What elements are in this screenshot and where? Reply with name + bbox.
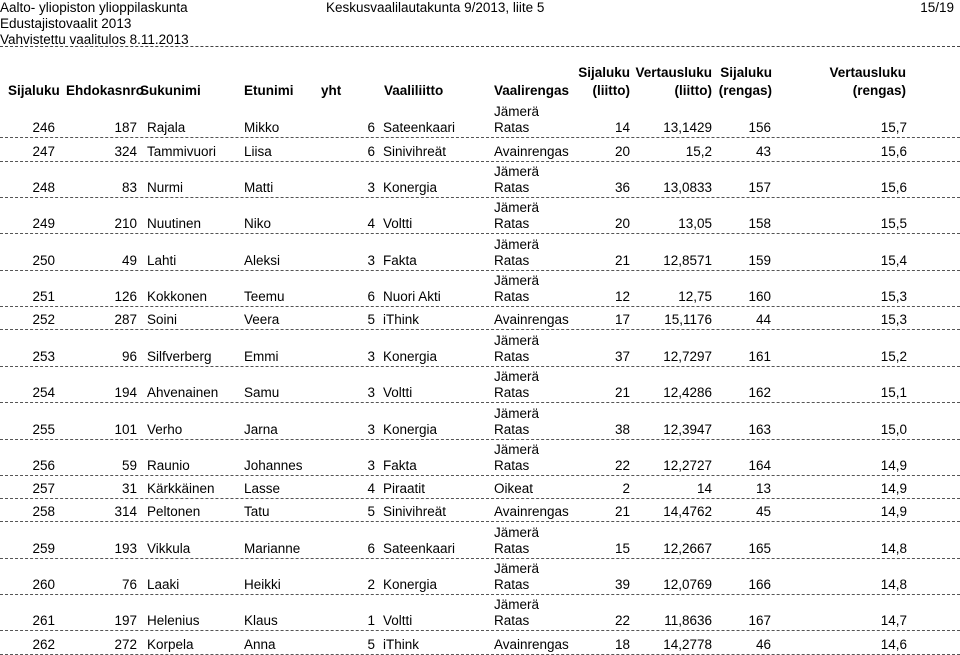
cell-sijaluku-liitto: 21: [614, 504, 630, 520]
cell-vaalirengas: Ratas: [494, 540, 530, 556]
cell-etunimi: Emmi: [244, 348, 279, 364]
cell-vaaliliitto: Nuori Akti: [383, 289, 441, 305]
cell-ehdokasnro: 83: [121, 179, 137, 195]
cell-vaaliliitto: iThink: [383, 312, 420, 328]
cell-sijaluku-liitto: 36: [614, 179, 630, 195]
cell-ehdokasnro: 126: [114, 289, 137, 305]
cell-etunimi: Anna: [244, 636, 276, 652]
cell-sukunimi: Kärkkäinen: [147, 481, 215, 497]
cell-etunimi: Niko: [244, 216, 272, 232]
cell-ehdokasnro: 59: [121, 457, 137, 473]
cell-ehdokasnro: 96: [121, 348, 137, 364]
cell-etunimi: Marianne: [244, 540, 301, 556]
cell-vertausluku-liitto: 12,2727: [663, 457, 712, 473]
row-divider: [0, 654, 960, 655]
cell-yht: 3: [367, 179, 375, 195]
cell-vaaliliitto: Sateenkaari: [383, 540, 456, 556]
col-sijaluku-liitto: [578, 64, 630, 100]
cell-vertausluku-liitto: 12,0769: [663, 577, 712, 593]
col-vertausluku-rengas: [829, 64, 906, 100]
cell-sijaluku-liitto: 18: [614, 636, 630, 652]
cell-vaalirengas-line1: Jämerä: [494, 597, 540, 613]
cell-sijaluku-rengas: 165: [748, 540, 771, 556]
cell-vaalirengas: Ratas: [494, 457, 530, 473]
cell-sijaluku: 250: [32, 252, 55, 268]
cell-vaalirengas-line1: Jämerä: [494, 236, 540, 252]
col-sijaluku-rengas: [719, 64, 772, 100]
cell-sijaluku: 247: [32, 143, 55, 159]
col-vertausluku-rengas-line2: (rengas): [852, 83, 906, 98]
cell-vaalirengas: Avainrengas: [494, 312, 569, 328]
col-ehdokasnro: Ehdokasnro: [66, 83, 145, 98]
cell-sijaluku: 258: [32, 504, 55, 520]
cell-sijaluku-rengas: 43: [755, 143, 771, 159]
cell-etunimi: Liisa: [244, 143, 272, 159]
cell-sijaluku-rengas: 13: [755, 481, 771, 497]
cell-ehdokasnro: 272: [114, 636, 137, 652]
cell-vaaliliitto: Sateenkaari: [383, 120, 456, 136]
cell-ehdokasnro: 49: [121, 252, 137, 268]
cell-sijaluku: 252: [32, 312, 55, 328]
cell-sukunimi: Soini: [147, 312, 178, 328]
cell-sijaluku: 248: [32, 179, 55, 195]
cell-sukunimi: Helenius: [147, 613, 200, 629]
cell-sijaluku-rengas: 164: [748, 457, 771, 473]
cell-vaaliliitto: Voltti: [383, 613, 413, 629]
cell-vaalirengas: Ratas: [494, 179, 530, 195]
cell-vertausluku-rengas: 15,3: [880, 312, 907, 328]
table-row: [0, 522, 960, 558]
cell-sukunimi: Vikkula: [147, 540, 191, 556]
cell-sukunimi: Ahvenainen: [147, 385, 219, 401]
cell-vaaliliitto: Sinivihreät: [383, 143, 447, 159]
cell-sukunimi: Raunio: [147, 457, 190, 473]
page-number: 15/19: [920, 0, 954, 15]
cell-sijaluku-liitto: 39: [614, 577, 630, 593]
cell-vertausluku-rengas: 15,1: [880, 385, 907, 401]
cell-etunimi: Jarna: [244, 421, 278, 437]
cell-vaalirengas-line1: Jämerä: [494, 332, 540, 348]
cell-sukunimi: Lahti: [147, 252, 177, 268]
cell-vaaliliitto: Voltti: [383, 216, 413, 232]
cell-ehdokasnro: 193: [114, 540, 137, 556]
cell-vaalirengas-line1: Jämerä: [494, 200, 540, 216]
cell-yht: 3: [367, 457, 375, 473]
cell-etunimi: Klaus: [244, 613, 278, 629]
cell-sijaluku-liitto: 21: [614, 252, 630, 268]
cell-vertausluku-liitto: 13,0833: [663, 179, 712, 195]
cell-sukunimi: Korpela: [147, 636, 194, 652]
cell-vertausluku-rengas: 14,8: [880, 577, 907, 593]
cell-vertausluku-liitto: 12,7297: [663, 348, 712, 364]
cell-sijaluku-liitto: 37: [614, 348, 630, 364]
cell-sijaluku: 259: [32, 540, 55, 556]
cell-sijaluku: 261: [32, 613, 55, 629]
cell-vaalirengas: Ratas: [494, 421, 530, 437]
table-row: [0, 499, 960, 522]
cell-yht: 4: [367, 481, 375, 497]
table-row: [0, 595, 960, 631]
table-row: [0, 271, 960, 307]
cell-sijaluku-liitto: 22: [614, 457, 630, 473]
cell-yht: 6: [367, 120, 375, 136]
cell-yht: 5: [367, 504, 375, 520]
cell-sijaluku: 249: [32, 216, 55, 232]
cell-sijaluku-liitto: 14: [614, 120, 630, 136]
cell-sukunimi: Peltonen: [147, 504, 201, 520]
col-vertausluku-liitto: [635, 64, 712, 100]
table-row: [0, 440, 960, 476]
cell-vertausluku-rengas: 15,3: [880, 289, 907, 305]
cell-vaalirengas: Oikeat: [494, 481, 534, 497]
cell-sijaluku-rengas: 46: [755, 636, 771, 652]
header-rule: [0, 46, 960, 47]
cell-vertausluku-rengas: 15,7: [880, 120, 907, 136]
cell-etunimi: Teemu: [244, 289, 285, 305]
cell-yht: 2: [367, 577, 375, 593]
cell-sijaluku-liitto: 22: [614, 613, 630, 629]
cell-sukunimi: Tammivuori: [147, 143, 217, 159]
cell-vaalirengas: Avainrengas: [494, 636, 569, 652]
cell-vertausluku-rengas: 14,7: [880, 613, 907, 629]
cell-sukunimi: Nurmi: [147, 179, 183, 195]
cell-ehdokasnro: 210: [114, 216, 137, 232]
cell-vaalirengas-line1: Jämerä: [494, 561, 540, 577]
cell-ehdokasnro: 194: [114, 385, 137, 401]
table-row: [0, 403, 960, 439]
cell-sukunimi: Kokkonen: [147, 289, 208, 305]
cell-sijaluku: 260: [32, 577, 55, 593]
table-row: [0, 330, 960, 366]
cell-sijaluku-liitto: 17: [614, 312, 630, 328]
cell-vertausluku-rengas: 15,4: [880, 252, 907, 268]
cell-vaaliliitto: Fakta: [383, 252, 417, 268]
cell-vaaliliitto: Piraatit: [383, 481, 426, 497]
cell-sijaluku-rengas: 161: [748, 348, 771, 364]
cell-sijaluku-rengas: 156: [748, 120, 771, 136]
table-row: [0, 559, 960, 595]
cell-vertausluku-liitto: 11,8636: [664, 613, 712, 629]
cell-vertausluku-rengas: 15,6: [880, 143, 907, 159]
cell-vaalirengas: Ratas: [494, 216, 530, 232]
cell-sijaluku-liitto: 15: [614, 540, 630, 556]
table-row: [0, 631, 960, 654]
column-headers: [0, 64, 960, 102]
cell-yht: 6: [367, 289, 375, 305]
cell-sukunimi: Silfverberg: [147, 348, 212, 364]
col-sijaluku-liitto-line2: (liitto): [592, 83, 630, 98]
cell-sijaluku-rengas: 159: [748, 252, 771, 268]
cell-sijaluku-liitto: 21: [614, 385, 630, 401]
cell-vaaliliitto: Konergia: [383, 179, 438, 195]
cell-vaalirengas: Avainrengas: [494, 504, 569, 520]
cell-vaalirengas-line1: Jämerä: [494, 104, 540, 120]
cell-vaalirengas: Ratas: [494, 613, 530, 629]
table-row: [0, 307, 960, 330]
cell-etunimi: Mikko: [244, 120, 280, 136]
cell-vertausluku-rengas: 14,9: [880, 504, 907, 520]
cell-ehdokasnro: 287: [114, 312, 137, 328]
cell-vaalirengas-line1: Jämerä: [494, 273, 540, 289]
cell-vertausluku-rengas: 14,6: [880, 636, 907, 652]
cell-vaalirengas: Avainrengas: [494, 143, 569, 159]
cell-sijaluku-rengas: 157: [748, 179, 771, 195]
cell-vaaliliitto: Fakta: [383, 457, 417, 473]
cell-vaalirengas-line1: Jämerä: [494, 405, 540, 421]
cell-vaaliliitto: Konergia: [383, 577, 438, 593]
cell-vaalirengas-line1: Jämerä: [494, 524, 540, 540]
cell-yht: 3: [367, 348, 375, 364]
cell-vaalirengas: Ratas: [494, 289, 530, 305]
cell-sijaluku-rengas: 166: [748, 577, 771, 593]
cell-yht: 6: [367, 143, 375, 159]
cell-sijaluku: 251: [32, 289, 55, 305]
table-row: [0, 138, 960, 161]
cell-sijaluku-rengas: 158: [748, 216, 771, 232]
cell-sijaluku: 257: [32, 481, 55, 497]
cell-yht: 1: [367, 613, 375, 629]
col-sukunimi: Sukunimi: [140, 83, 201, 98]
cell-vaaliliitto: Konergia: [383, 348, 438, 364]
election-name: Edustajistovaalit 2013: [0, 16, 132, 31]
cell-etunimi: Veera: [244, 312, 280, 328]
cell-sukunimi: Laaki: [147, 577, 180, 593]
cell-vertausluku-rengas: 15,2: [880, 348, 907, 364]
cell-yht: 3: [367, 385, 375, 401]
cell-vertausluku-rengas: 14,8: [880, 540, 907, 556]
cell-sijaluku-rengas: 45: [755, 504, 771, 520]
cell-etunimi: Samu: [244, 385, 280, 401]
cell-sijaluku-rengas: 160: [748, 289, 771, 305]
cell-vertausluku-liitto: 14,2778: [663, 636, 712, 652]
col-yht: yht: [321, 83, 342, 98]
cell-sijaluku: 254: [32, 385, 55, 401]
cell-sijaluku: 255: [32, 421, 55, 437]
cell-vertausluku-liitto: 12,75: [678, 289, 712, 305]
table-row: [0, 234, 960, 270]
cell-etunimi: Matti: [244, 179, 274, 195]
cell-sijaluku-liitto: 20: [614, 143, 630, 159]
cell-vertausluku-rengas: 14,9: [880, 457, 907, 473]
cell-sijaluku: 253: [32, 348, 55, 364]
cell-vertausluku-rengas: 15,5: [880, 216, 907, 232]
cell-vertausluku-liitto: 13,05: [678, 216, 712, 232]
cell-sukunimi: Nuutinen: [147, 216, 202, 232]
cell-vaaliliitto: Konergia: [383, 421, 438, 437]
cell-yht: 3: [367, 421, 375, 437]
cell-yht: 4: [367, 216, 375, 232]
cell-vaalirengas: Ratas: [494, 577, 530, 593]
cell-ehdokasnro: 31: [121, 481, 137, 497]
cell-vertausluku-liitto: 15,1176: [664, 312, 712, 328]
cell-vertausluku-liitto: 12,8571: [663, 252, 712, 268]
result-confirmation: Vahvistettu vaalitulos 8.11.2013: [0, 32, 189, 47]
cell-yht: 6: [367, 540, 375, 556]
cell-yht: 3: [367, 252, 375, 268]
cell-vertausluku-liitto: 14: [696, 481, 712, 497]
table-row: [0, 162, 960, 198]
cell-vertausluku-liitto: 15,2: [685, 143, 712, 159]
cell-sukunimi: Rajala: [147, 120, 186, 136]
cell-sijaluku-liitto: 12: [614, 289, 630, 305]
results-table: [0, 102, 960, 655]
cell-sijaluku-liitto: 20: [614, 216, 630, 232]
table-row: [0, 367, 960, 403]
cell-sijaluku: 256: [32, 457, 55, 473]
cell-etunimi: Lasse: [244, 481, 281, 497]
col-sijaluku: Sijaluku: [8, 83, 60, 98]
cell-sijaluku-rengas: 163: [748, 421, 771, 437]
cell-ehdokasnro: 187: [114, 120, 137, 136]
cell-vertausluku-liitto: 13,1429: [663, 120, 712, 136]
cell-ehdokasnro: 101: [114, 421, 137, 437]
cell-sijaluku-liitto: 2: [622, 481, 630, 497]
cell-yht: 5: [367, 312, 375, 328]
cell-vertausluku-rengas: 14,9: [880, 481, 907, 497]
col-etunimi: Etunimi: [244, 83, 294, 98]
page-header: [0, 0, 960, 48]
cell-sijaluku-liitto: 38: [614, 421, 630, 437]
cell-vaalirengas: Ratas: [494, 385, 530, 401]
cell-vertausluku-liitto: 12,4286: [663, 385, 712, 401]
col-sijaluku-liitto-line1: Sijaluku: [578, 65, 630, 80]
table-row: [0, 476, 960, 499]
cell-vertausluku-rengas: 15,0: [880, 421, 907, 437]
cell-vaaliliitto: Sinivihreät: [383, 504, 447, 520]
cell-etunimi: Aleksi: [244, 252, 281, 268]
cell-sijaluku-rengas: 162: [748, 385, 771, 401]
cell-sijaluku: 262: [32, 636, 55, 652]
cell-sijaluku-rengas: 44: [755, 312, 771, 328]
cell-vertausluku-liitto: 12,2667: [663, 540, 712, 556]
cell-vaaliliitto: Voltti: [383, 385, 413, 401]
col-vaaliliitto: Vaaliliitto: [384, 83, 444, 98]
cell-ehdokasnro: 314: [114, 504, 137, 520]
cell-vertausluku-rengas: 15,6: [880, 179, 907, 195]
cell-vaalirengas-line1: Jämerä: [494, 163, 540, 179]
col-vertausluku-rengas-line1: Vertausluku: [829, 65, 906, 80]
cell-vaalirengas: Ratas: [494, 120, 530, 136]
cell-vaalirengas-line1: Jämerä: [494, 441, 540, 457]
cell-ehdokasnro: 76: [121, 577, 137, 593]
table-row: [0, 198, 960, 234]
document-reference: Keskusvaalilautakunta 9/2013, liite 5: [326, 0, 545, 15]
organization-name: Aalto- yliopiston ylioppilaskunta: [0, 0, 188, 15]
cell-yht: 5: [367, 636, 375, 652]
cell-etunimi: Tatu: [244, 504, 270, 520]
cell-vaalirengas: Ratas: [494, 348, 530, 364]
table-row: [0, 102, 960, 138]
cell-vaalirengas-line1: Jämerä: [494, 369, 540, 385]
col-vertausluku-liitto-line2: (liitto): [674, 83, 712, 98]
cell-ehdokasnro: 324: [114, 143, 137, 159]
cell-vaaliliitto: iThink: [383, 636, 420, 652]
cell-vertausluku-liitto: 12,3947: [663, 421, 712, 437]
cell-etunimi: Heikki: [244, 577, 281, 593]
cell-vertausluku-liitto: 14,4762: [663, 504, 712, 520]
cell-sijaluku-rengas: 167: [748, 613, 771, 629]
cell-sukunimi: Verho: [147, 421, 183, 437]
cell-vaalirengas: Ratas: [494, 252, 530, 268]
col-vertausluku-liitto-line1: Vertausluku: [635, 65, 712, 80]
col-sijaluku-rengas-line1: Sijaluku: [720, 65, 772, 80]
col-vaalirengas: Vaalirengas: [494, 83, 570, 98]
cell-sijaluku: 246: [32, 120, 55, 136]
col-sijaluku-rengas-line2: (rengas): [718, 83, 772, 98]
cell-etunimi: Johannes: [244, 457, 303, 473]
cell-ehdokasnro: 197: [114, 613, 137, 629]
